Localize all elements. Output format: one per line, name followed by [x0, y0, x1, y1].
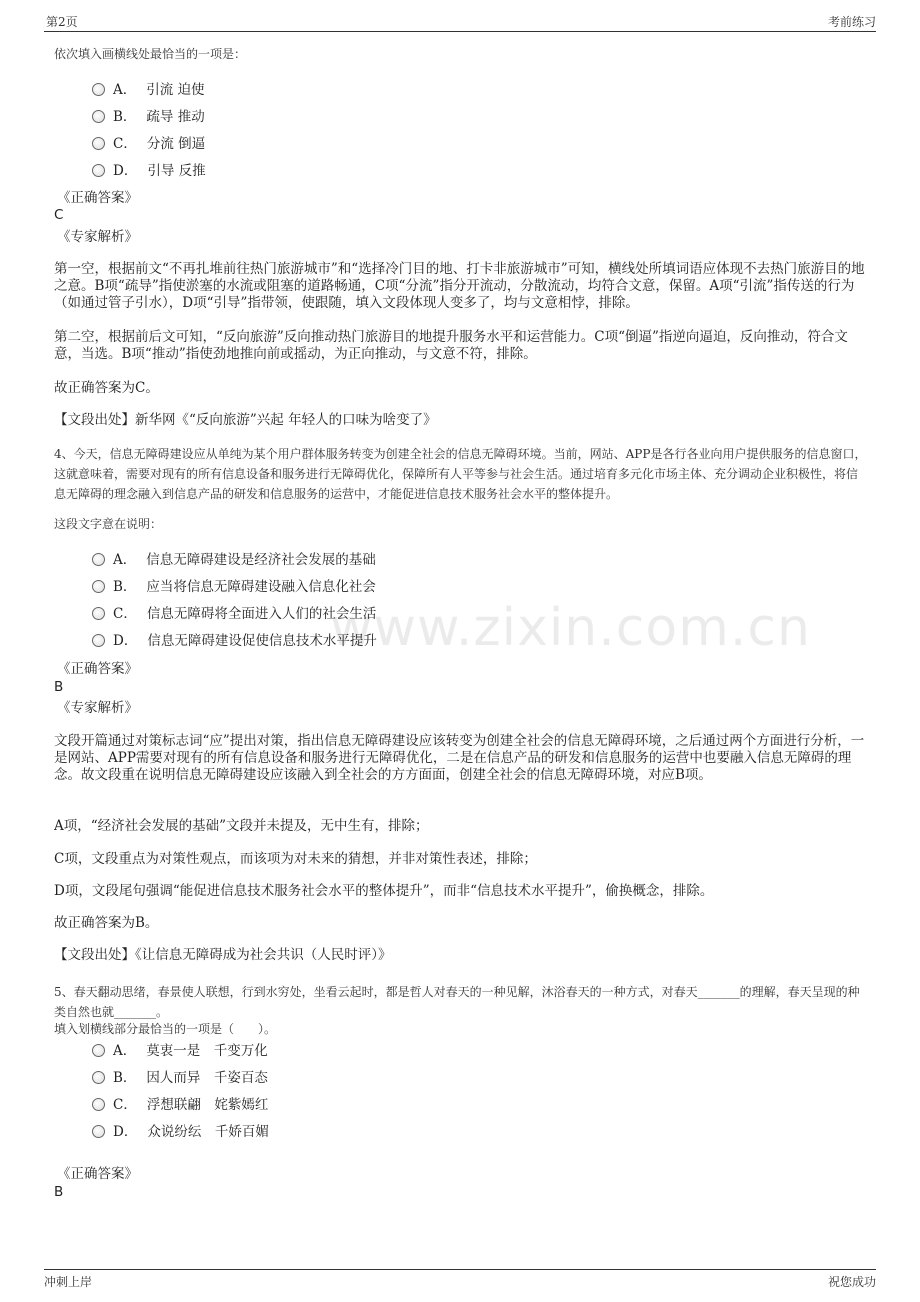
- header-title: 考前练习: [827, 15, 876, 29]
- q4-analysis-heading: 《专家解析》: [57, 700, 138, 716]
- q3-conclusion: 故正确答案为C。: [54, 380, 159, 396]
- page-number: 第2页: [46, 15, 78, 29]
- q4-answer: B: [54, 679, 64, 695]
- q3-source: 【文段出处】新华网《“反向旅游”兴起 年轻人的口味为啥变了》: [54, 412, 437, 428]
- q5-option-c[interactable]: C． 浮想联翩 姹紫嫣红: [92, 1096, 268, 1114]
- q4-option-a[interactable]: A． 信息无障碍建设是经济社会发展的基础: [92, 551, 376, 569]
- q4-option-b[interactable]: B． 应当将信息无障碍建设融入信息化社会: [92, 578, 376, 596]
- radio-icon[interactable]: [92, 1125, 105, 1138]
- radio-icon[interactable]: [92, 110, 105, 123]
- q4-passage: 4、今天，信息无障碍建设应从单纯为某个用户群体服务转变为创建全社会的信息无障碍环境。当前，网站、APP是各行各业向用户提供服务的信息窗口，这就意味着，需要对现有的所有信息设备和服务进行无障碍优化，保障所有人平等参与社会生活。通过培育多元化市场主体、充分调动企业积极性，将信息无障碍的理念融入到信息产品的研发和信息服务的运营中，才能促进信息技术服务社会水平的整体提升。: [54, 447, 867, 501]
- q3-answer: C: [54, 207, 64, 223]
- footer-right-text: 祝您成功: [827, 1275, 876, 1289]
- q4-conclusion: 故正确答案为B。: [54, 915, 159, 931]
- radio-icon[interactable]: [92, 553, 105, 566]
- q5-passage: 5、春天翻动思绪，春景使人联想，行到水穷处，坐看云起时，都是哲人对春天的一种见解，沐浴春天的一种方式，对春天_______的理解，春天呈现的种类自然也就_______。: [54, 985, 860, 1019]
- radio-icon[interactable]: [92, 1071, 105, 1084]
- page-header: [44, 13, 876, 32]
- q5-option-b[interactable]: B． 因人而异 千姿百态: [92, 1069, 268, 1087]
- radio-icon[interactable]: [92, 164, 105, 177]
- radio-icon[interactable]: [92, 607, 105, 620]
- page-footer: [44, 1269, 876, 1290]
- q3-analysis-paragraph: 第一空，根据前文“不再扎堆前往热门旅游城市”和“选择冷门目的地、打卡非旅游城市”可知，横线处所填词语应体现不去热门旅游目的地之意。B项“疏导”指使淤塞的水流或阻塞的道路畅通，C项“分流”指分开流动，分散流动，均符合文意，保留。A项“引流”指传送的行为（如通过管子引水），D项“引导”指带领，使跟随，填入文段体现人变多了，均与文意相悖，排除。: [54, 261, 865, 311]
- q4-analysis-item: C项，文段重点为对策性观点，而该项为对未来的猜想，并非对策性表述，排除；: [54, 851, 537, 867]
- radio-icon[interactable]: [92, 83, 105, 96]
- q4-source: 【文段出处】《让信息无障碍成为社会共识（人民时评）》: [54, 947, 392, 963]
- q4-prompt: 这段文字意在说明：: [54, 517, 163, 531]
- q3-option-a[interactable]: A． 引流 迫使: [92, 81, 205, 99]
- q3-answer-heading: 《正确答案》: [57, 190, 138, 206]
- q3-analysis-heading: 《专家解析》: [57, 229, 138, 245]
- q4-option-d[interactable]: D． 信息无障碍建设促使信息技术水平提升: [92, 632, 377, 650]
- q5-prompt: 填入划横线部分最恰当的一项是（ ）。: [54, 1022, 277, 1036]
- radio-icon[interactable]: [92, 580, 105, 593]
- q5-answer-heading: 《正确答案》: [57, 1166, 138, 1182]
- q3-prompt: 依次填入画横线处最恰当的一项是：: [54, 47, 247, 61]
- radio-icon[interactable]: [92, 1098, 105, 1111]
- radio-icon[interactable]: [92, 137, 105, 150]
- q5-answer: B: [54, 1184, 64, 1200]
- q4-answer-heading: 《正确答案》: [57, 661, 138, 677]
- footer-left-text: 冲刺上岸: [44, 1275, 93, 1289]
- q4-analysis-item: A项，“经济社会发展的基础”文段并未提及，无中生有，排除；: [54, 818, 429, 834]
- q3-option-c[interactable]: C． 分流 倒逼: [92, 135, 205, 153]
- q3-option-b[interactable]: B． 疏导 推动: [92, 108, 205, 126]
- q3-analysis-paragraph: 第二空，根据前后文可知，“反向旅游”反向推动热门旅游目的地提升服务水平和运营能力。C项“倒逼”指逆向逼迫，反向推动，符合文意，当选。B项“推动”指使劲地推向前或摇动，为正向推动，与文意不符，排除。: [54, 329, 848, 362]
- q3-option-d[interactable]: D． 引导 反推: [92, 162, 206, 180]
- q4-analysis-paragraph: 文段开篇通过对策标志词“应”提出对策，指出信息无障碍建设应该转变为创建全社会的信息无障碍环境，之后通过两个方面进行分析，一是网站、APP需要对现有的所有信息设备和服务进行无障碍优化，二是在信息产品的研发和信息服务的运营中也要融入信息无障碍的理念。故文段重在说明信息无障碍建设应该融入到全社会的方方面面，创建全社会的信息无障碍环境，对应B项。: [54, 733, 865, 783]
- q5-option-d[interactable]: D． 众说纷纭 千娇百媚: [92, 1123, 269, 1141]
- q4-option-c[interactable]: C． 信息无障碍将全面进入人们的社会生活: [92, 605, 376, 623]
- watermark: www.zixin.com.cn: [330, 598, 811, 658]
- radio-icon[interactable]: [92, 1044, 105, 1057]
- q4-analysis-item: D项，文段尾句强调“能促进信息技术服务社会水平的整体提升”，而非“信息技术水平提升”，偷换概念，排除。: [54, 883, 714, 899]
- q5-option-a[interactable]: A． 莫衷一是 千变万化: [92, 1042, 268, 1060]
- radio-icon[interactable]: [92, 634, 105, 647]
